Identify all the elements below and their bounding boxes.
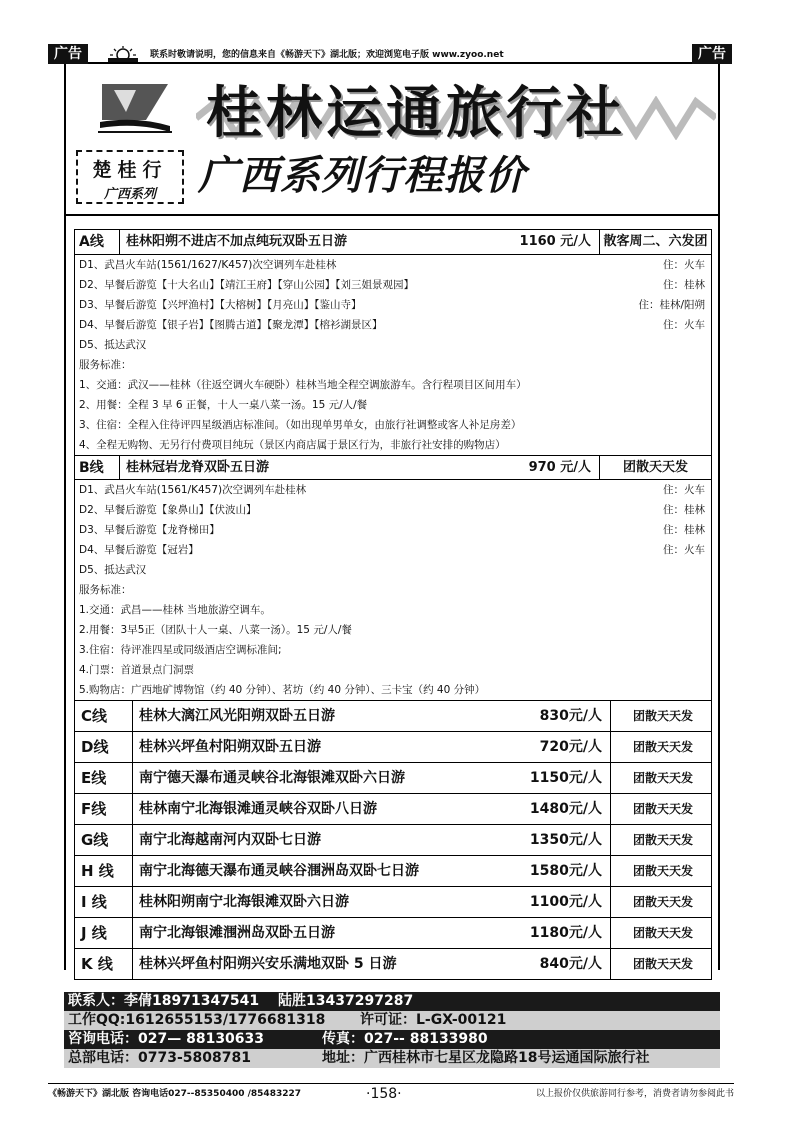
footer-right: 以上报价仅供旅游同行参考，消费者请勿参阅此书 bbox=[535, 1089, 734, 1099]
day-stay: 住：火车 bbox=[663, 484, 705, 496]
route-price: 1180元/人 bbox=[513, 918, 611, 948]
itinerary-day bbox=[79, 335, 711, 355]
route-departure: 团散天天发 bbox=[633, 926, 694, 940]
route-price: 1580元/人 bbox=[513, 856, 611, 886]
hq-address-row bbox=[64, 1049, 720, 1068]
day-stay: 住：桂林 bbox=[663, 279, 705, 291]
route-departure: 团散天天发 bbox=[633, 895, 694, 909]
day-stay: 住：桂林 bbox=[663, 504, 705, 516]
service-item: 5.购物店：广西地矿博物馆（约 40 分钟）、茗坊（约 40 分钟）、三卡宝（约 40 分钟） bbox=[79, 684, 486, 696]
service-item: 1.交通：武昌——桂林 当地旅游空调车。 bbox=[79, 604, 271, 616]
route-name: 桂林冠岩龙脊双卧五日游 bbox=[126, 460, 270, 475]
itinerary-day bbox=[79, 560, 711, 580]
route-row bbox=[75, 917, 711, 948]
day-stay: 住：桂林/阳朔 bbox=[638, 299, 705, 311]
day-text: D4、早餐后游览【冠岩】 bbox=[79, 544, 199, 556]
route-code: K 线 bbox=[75, 949, 133, 979]
ad-label: 广告 bbox=[48, 44, 88, 64]
footer-left: 《畅游天下》湖北版 咨询电话027--85350400 /85483227 bbox=[48, 1089, 302, 1099]
route-code: C线 bbox=[75, 701, 133, 731]
day-text: D1、武昌火车站(1561/K457)次空调列车赴桂林 bbox=[79, 484, 307, 496]
route-departure: 团散天天发 bbox=[633, 802, 694, 816]
route-departure: 团散天天发 bbox=[633, 957, 694, 971]
route-name: 桂林阳朔不进店不加点纯玩双卧五日游 bbox=[126, 234, 348, 249]
route-departure: 团散天天发 bbox=[633, 740, 694, 754]
itinerary-day bbox=[79, 315, 711, 335]
route-table bbox=[74, 229, 712, 980]
route-price: 1150元/人 bbox=[513, 763, 611, 793]
day-text: D2、早餐后游览【象鼻山】【伏波山】 bbox=[79, 504, 257, 516]
consult-phone: 咨询电话：027— 88130633 bbox=[68, 1031, 265, 1047]
route-departure: 团散天天发 bbox=[622, 460, 688, 475]
route-row bbox=[75, 731, 711, 762]
route-price: 1160 元/人 bbox=[500, 230, 600, 254]
ad-label-right: 广告 bbox=[692, 44, 732, 64]
itinerary-day bbox=[79, 520, 711, 540]
day-stay: 住：火车 bbox=[663, 319, 705, 331]
route-row bbox=[75, 855, 711, 886]
qq-license-row bbox=[64, 1011, 720, 1030]
route-price: 840元/人 bbox=[513, 949, 611, 979]
route-code: A线 bbox=[75, 230, 120, 254]
route-name: 南宁德天瀑布通灵峡谷北海银滩双卧六日游 bbox=[139, 770, 405, 786]
day-stay: 住：火车 bbox=[663, 544, 705, 556]
route-code: J 线 bbox=[75, 918, 133, 948]
phone-fax-row bbox=[64, 1030, 720, 1049]
day-text: D1、武昌火车站(1561/1627/K457)次空调列车赴桂林 bbox=[79, 259, 337, 271]
route-name: 桂林兴坪鱼村阳朔双卧五日游 bbox=[139, 739, 321, 755]
route-name: 南宁北海越南河内双卧七日游 bbox=[139, 832, 321, 848]
itinerary-day bbox=[79, 480, 711, 500]
service-title: 服务标准： bbox=[79, 359, 132, 371]
page-subtitle: 广西系列行程报价 bbox=[198, 152, 526, 199]
route-row bbox=[75, 824, 711, 855]
itinerary-day bbox=[79, 540, 711, 560]
service-item: 1、交通：武汉——桂林（往返空调火车硬卧）桂林当地全程空调旅游车。含行程项目区间用车） bbox=[79, 379, 527, 391]
day-stay bbox=[705, 560, 711, 580]
route-price: 830元/人 bbox=[513, 701, 611, 731]
day-stay: 住：火车 bbox=[663, 259, 705, 271]
service-item: 2、用餐：全程 3 早 6 正餐，十人一桌八菜一汤。15 元/人/餐 bbox=[79, 399, 368, 411]
route-price: 1350元/人 bbox=[513, 825, 611, 855]
route-name: 南宁北海银滩涠洲岛双卧五日游 bbox=[139, 925, 335, 941]
day-text: D3、早餐后游览【兴坪渔村】【大榕树】【月亮山】【鉴山寺】 bbox=[79, 299, 362, 311]
contact-persons-text: 联系人：李倩18971347541 陆胜13437297287 bbox=[68, 993, 414, 1009]
day-text: D2、早餐后游览【十大名山】【靖江王府】【穿山公园】【刘三姐景观园】 bbox=[79, 279, 415, 291]
series-top-text: 楚桂行 bbox=[92, 159, 168, 181]
service-item: 3.住宿：待评准四星或同级酒店空调标准间; bbox=[79, 644, 282, 656]
route-header-b bbox=[75, 455, 711, 480]
top-ad-bar bbox=[48, 44, 732, 64]
route-code: G线 bbox=[75, 825, 133, 855]
route-price: 720元/人 bbox=[513, 732, 611, 762]
route-price: 970 元/人 bbox=[500, 456, 600, 479]
license-number: 许可证：L-GX-00121 bbox=[360, 1012, 507, 1028]
route-row bbox=[75, 793, 711, 824]
itinerary-day bbox=[79, 255, 711, 275]
service-item: 2.用餐：3早5正（团队十人一桌、八菜一汤）。15 元/人/餐 bbox=[79, 624, 352, 636]
route-code: I 线 bbox=[75, 887, 133, 917]
route-code: E线 bbox=[75, 763, 133, 793]
route-code: H 线 bbox=[75, 856, 133, 886]
hq-phone: 总部电话：0773-5808781 bbox=[68, 1050, 251, 1066]
itinerary-day bbox=[79, 500, 711, 520]
route-code: F线 bbox=[75, 794, 133, 824]
day-stay bbox=[705, 335, 711, 355]
magazine-logo-icon bbox=[104, 45, 142, 63]
day-text: D4、早餐后游览【银子岩】【图腾古道】【聚龙潭】【榕衫湖景区】 bbox=[79, 319, 383, 331]
route-price: 1100元/人 bbox=[513, 887, 611, 917]
series-badge bbox=[76, 150, 184, 204]
route-header-a bbox=[75, 230, 711, 255]
route-row bbox=[75, 948, 711, 979]
day-text: D3、早餐后游览【龙脊梯田】 bbox=[79, 524, 220, 536]
itinerary-day bbox=[79, 295, 711, 315]
page-footer bbox=[48, 1083, 734, 1103]
route-code: B线 bbox=[75, 456, 120, 479]
header-divider bbox=[64, 214, 720, 216]
service-item: 4、全程无购物、无另行付费项目纯玩（景区内商店属于景区行为，非旅行社安排的购物店） bbox=[79, 439, 506, 451]
route-name: 南宁北海德天瀑布通灵峡谷涠洲岛双卧七日游 bbox=[139, 863, 419, 879]
route-row bbox=[75, 762, 711, 793]
route-departure: 团散天天发 bbox=[633, 833, 694, 847]
series-bottom-text: 广西系列 bbox=[103, 187, 156, 202]
agency-logo-icon bbox=[96, 76, 174, 150]
top-note: 联系时敬请说明，您的信息来自《畅游天下》湖北版；欢迎浏览电子版 www.zyoo.net bbox=[150, 50, 504, 60]
route-name: 桂林兴坪鱼村阳朔兴安乐满地双卧 5 日游 bbox=[139, 956, 397, 972]
day-stay: 住：桂林 bbox=[663, 524, 705, 536]
agency-title: 桂林运通旅行社 bbox=[206, 80, 626, 146]
fax-number: 传真：027-- 88133980 bbox=[322, 1031, 488, 1047]
work-qq: 工作QQ:1612655153/1776681318 bbox=[68, 1012, 326, 1028]
service-item: 3、住宿：全程入住待评四星级酒店标准间。（如出现单男单女，由旅行社调整或客人补足房差） bbox=[79, 419, 522, 431]
route-price: 1480元/人 bbox=[513, 794, 611, 824]
service-item: 4.门票：首道景点门洞票 bbox=[79, 664, 195, 676]
route-departure: 团散天天发 bbox=[633, 864, 694, 878]
service-title: 服务标准： bbox=[79, 584, 132, 596]
route-name: 桂林南宁北海银滩通灵峡谷双卧八日游 bbox=[139, 801, 377, 817]
route-name: 桂林阳朔南宁北海银滩双卧六日游 bbox=[139, 894, 349, 910]
day-text: D5、抵达武汉 bbox=[79, 564, 147, 576]
route-row bbox=[75, 886, 711, 917]
itinerary-day bbox=[79, 275, 711, 295]
hq-address: 地址：广西桂林市七星区龙隐路18号运通国际旅行社 bbox=[322, 1050, 650, 1066]
contact-persons bbox=[64, 992, 720, 1011]
route-departure: 团散天天发 bbox=[633, 709, 694, 723]
route-row bbox=[75, 700, 711, 731]
route-departure: 散客周二、六发团 bbox=[603, 234, 708, 249]
route-name: 桂林大漓江风光阳朔双卧五日游 bbox=[139, 708, 335, 724]
day-text: D5、抵达武汉 bbox=[79, 339, 147, 351]
route-departure: 团散天天发 bbox=[633, 771, 694, 785]
page-number: ·158· bbox=[366, 1086, 402, 1102]
route-code: D线 bbox=[75, 732, 133, 762]
route-detail-a bbox=[75, 255, 711, 455]
route-detail-b bbox=[75, 480, 711, 700]
contact-block bbox=[64, 992, 720, 1068]
